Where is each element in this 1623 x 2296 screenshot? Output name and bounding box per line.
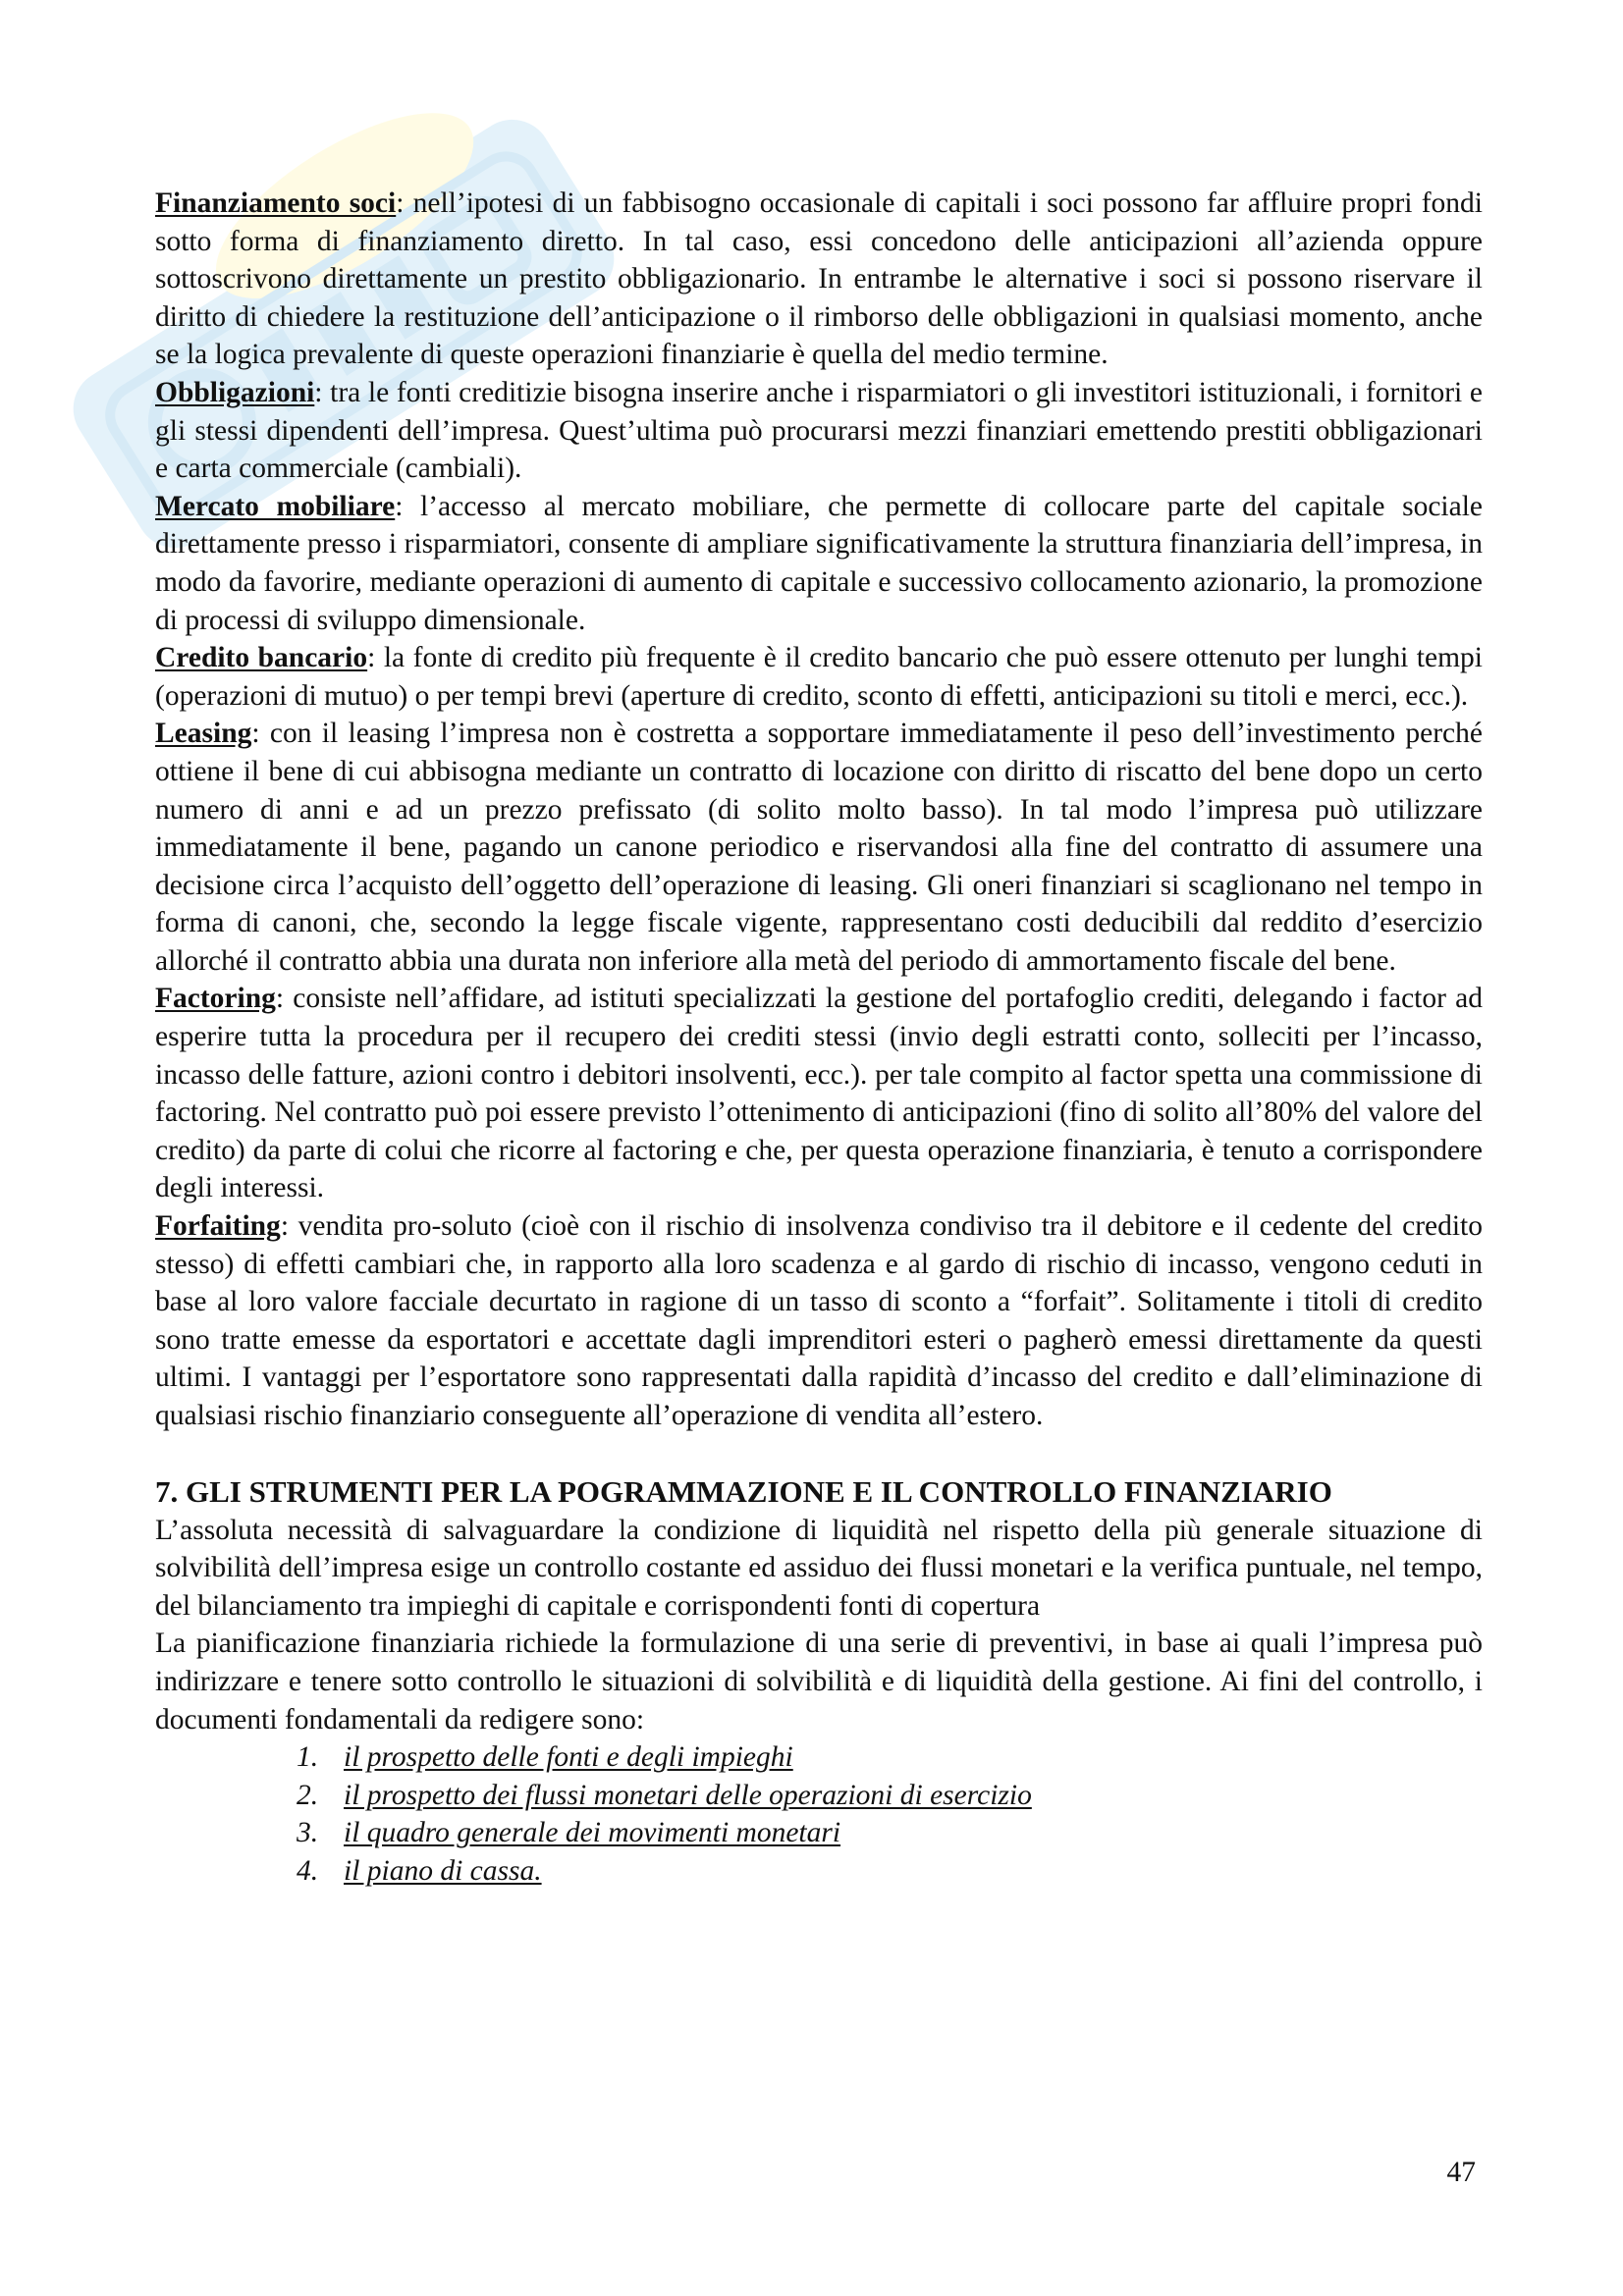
document-body <box>155 185 1483 1891</box>
paragraph-text: : consiste nell’affidare, ad istituti specializzati la gestione del portafoglio crediti, delegando i factor ad esperire tutta la procedura per il recupero dei crediti stessi (invio degli estratti conto, solleciti per l’incasso, incasso delle fatture, azioni contro i debitori insolventi, ecc.). per tale compito al factor spetta una commissione di factoring. Nel contratto può poi essere previsto l’ottenimento di anticipazioni (fino di solito all’80% del valore del credito) da parte di colui che ricorre al factoring e che, per questa operazione finanziaria, è tenuto a corrispondere degli interessi. <box>155 983 1483 1204</box>
paragraph-leasing <box>155 715 1483 980</box>
documents-list <box>155 1738 1483 1890</box>
list-item-text: il prospetto dei flussi monetari delle operazioni di esercizio <box>344 1779 1032 1811</box>
paragraph-text: : la fonte di credito più frequente è il credito bancario che può essere ottenuto per lunghi tempi (operazioni di mutuo) o per tempi brevi (aperture di credito, sconto di effetti, anticipazioni su titoli e merci, ecc.). <box>155 642 1483 712</box>
list-item <box>297 1738 1483 1777</box>
list-item-text: il prospetto delle fonti e degli impieghi <box>344 1741 793 1774</box>
paragraph-text: : nell’ipotesi di un fabbisogno occasionale di capitali i soci possono far affluire propri fondi sotto forma di finanziamento diretto. In tal caso, essi concedono delle anticipazioni all’azienda oppure sottoscrivono direttamente un prestito obbligazionario. In entrambe le alternative i soci si possono riservare il diritto di chiedere la restituzione dell’anticipazione o il rimborso delle obbligazioni in qualsiasi momento, anche se la logica prevalente di queste operazioni finanziarie è quella del medio termine. <box>155 187 1483 371</box>
list-item <box>297 1852 1483 1891</box>
term-leasing: Leasing <box>155 718 252 750</box>
paragraph-text: : vendita pro-soluto (cioè con il rischio di insolvenza condiviso tra il debitore e il cedente del credito stesso) di effetti cambiari che, in rapporto alla loro scadenza e al gardo di rischio di incasso, vengono ceduti in base al loro valore facciale decurtato in ragione di un tasso di sconto a “forfait”. Solitamente i titoli di credito sono tratte emesse da esportatori e accettate dagli imprenditori esteri o pagherò emessi direttamente da questi ultimi. I vantaggi per l’esportatore sono rappresentati dalla rapidità d’incasso del credito e dall’eliminazione di qualsiasi rischio finanziario conseguente all’operazione di vendita all’estero. <box>155 1210 1483 1431</box>
section-heading: 7. GLI STRUMENTI PER LA POGRAMMAZIONE E IL CONTROLLO FINANZIARIO <box>155 1473 1332 1509</box>
paragraph-mercato-mobiliare <box>155 488 1483 639</box>
list-item-text: il quadro generale dei movimenti monetari <box>344 1817 841 1849</box>
paragraph-text: : con il leasing l’impresa non è costretta a sopportare immediatamente il peso dell’investimento perché ottiene il bene di cui abbisogna mediante un contratto di locazione con diritto di riscatto del bene dopo un certo numero di anni e ad un prezzo prefissato (di solito molto basso). In tal modo l’impresa può utilizzare immediatamente il bene, pagando un canone periodico e riservandosi alla fine del contratto di assumere una decisione circa l’acquisto dell’oggetto dell’operazione di leasing. Gli oneri finanziari si scaglionano nel tempo in forma di canoni, che, secondo la legge fiscale vigente, rappresentano costi deducibili dal reddito d’esercizio allorché il contratto abbia una durata non inferiore alla metà del periodo di ammortamento fiscale del bene. <box>155 718 1483 977</box>
list-item-number: 1. <box>297 1741 319 1774</box>
paragraph-text: : l’accesso al mercato mobiliare, che permette di collocare parte del capitale sociale direttamente presso i risparmiatori, consente di ampliare significativamente la struttura finanziaria dell’impresa, in modo da favorire, mediante operazioni di aumento di capitale e successivo collocamento azionario, la promozione di processi di sviluppo dimensionale. <box>155 490 1483 636</box>
paragraph-finanziamento-soci <box>155 185 1483 374</box>
paragraph-obbligazioni <box>155 374 1483 488</box>
paragraph-text: : tra le fonti creditizie bisogna inserire anche i risparmiatori o gli investitori istituzionali, i fornitori e gli stessi dipendenti dell’impresa. Quest’ultima può procurarsi mezzi finanziari emettendo prestiti obbligazionari e carta commerciale (cambiali). <box>155 376 1483 485</box>
paragraph-forfaiting <box>155 1207 1483 1435</box>
paragraph-credito-bancario <box>155 639 1483 715</box>
list-item-text: il piano di cassa. <box>344 1854 542 1887</box>
section-paragraph-1: L’assoluta necessità di salvaguardare la condizione di liquidità nel rispetto della più generale situazione di solvibilità dell’impresa esige un controllo costante ed assiduo dei flussi monetari e la verifica puntuale, nel tempo, del bilanciamento tra impieghi di capitale e corrispondenti fonti di copertura <box>155 1514 1483 1622</box>
term-mercato-mobiliare: Mercato mobiliare <box>155 490 396 522</box>
term-factoring: Factoring <box>155 983 276 1015</box>
list-item-number: 4. <box>297 1854 319 1887</box>
list-item-number: 2. <box>297 1779 319 1811</box>
term-forfaiting: Forfaiting <box>155 1210 281 1243</box>
list-item <box>297 1814 1483 1852</box>
term-finanziamento-soci: Finanziamento soci <box>155 187 397 219</box>
list-item <box>297 1777 1483 1815</box>
list-item-number: 3. <box>297 1817 319 1849</box>
term-obbligazioni: Obbligazioni <box>155 376 315 408</box>
section-paragraph-2: La pianificazione finanziaria richiede la formulazione di una serie di preventivi, in base ai quali l’impresa può indirizzare e tenere sotto controllo le situazioni di solvibilità e di liquidità della gestione. Ai fini del controllo, i documenti fondamentali da redigere sono: <box>155 1628 1483 1735</box>
page-number: 47 <box>1446 2157 1476 2188</box>
paragraph-factoring <box>155 980 1483 1207</box>
term-credito-bancario: Credito bancario <box>155 642 368 674</box>
